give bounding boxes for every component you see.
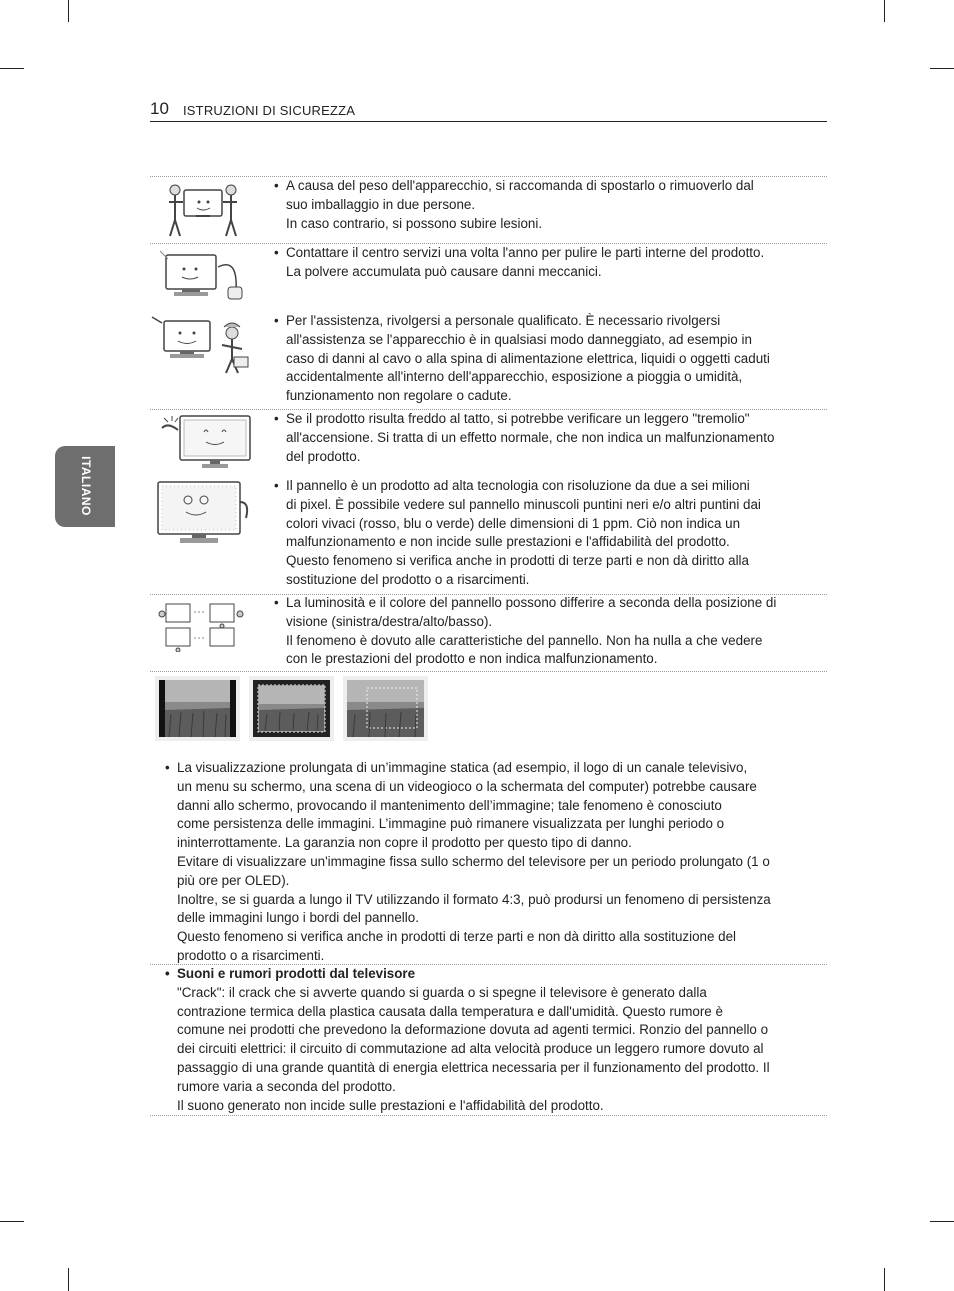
text-line: La visualizzazione prolungata di un’immagine statica (ad esempio, il logo di un canale televisivo, <box>177 760 748 775</box>
text-line: sostituzione del prodotto o a risarcimenti. <box>286 571 530 587</box>
page-number: 10 <box>150 99 169 118</box>
text-line: "Crack": il crack che si avverte quando si guarda o si spegne il televisore è generato dalla <box>177 984 707 1000</box>
text-line: suo imballaggio in due persone. <box>286 196 476 212</box>
text-line: Il suono generato non incide sulle prestazioni e l'affidabilità del prodotto. <box>177 1097 604 1113</box>
text-line: all'accensione. Si tratta di un effetto normale, che non indica un malfunzionamento <box>286 429 775 445</box>
section-title: ISTRUZIONI DI SICUREZZA <box>183 103 356 118</box>
text-line: La polvere accumulata può causare danni meccanici. <box>286 263 602 279</box>
text-line: colori vivaci (rosso, blu o verde) delle dimensioni di 1 ppm. Ciò non indica un <box>286 515 741 531</box>
image-retention-dotted-frame-icon <box>347 680 424 737</box>
text-line: prodotto o a risarcimenti. <box>177 947 325 963</box>
safety-item <box>274 410 816 466</box>
text-line: Se il prodotto risulta freddo al tatto, si potrebbe verificare un leggero "tremolio" <box>286 411 750 426</box>
tv-vacuum-cleaner-icon <box>158 247 248 305</box>
language-tab <box>55 446 115 527</box>
bullet: • <box>274 595 279 610</box>
language-tab-label: ITALIANO <box>79 456 93 516</box>
image-retention-photo <box>249 676 334 741</box>
text-line: all'assistenza se l'apparecchio è in qualsiasi modo danneggiato, ad esempio in <box>286 331 752 347</box>
crop-mark <box>0 1221 24 1222</box>
crop-mark <box>930 68 954 69</box>
text-line: Inoltre, se si guarda a lungo il TV utilizzando il formato 4:3, può prodursi un fenomeno di persistenza <box>177 891 771 907</box>
text-line: delle immagini lungo i bordi del pannello. <box>177 910 419 926</box>
crop-mark <box>884 1268 885 1291</box>
safety-item <box>274 594 816 669</box>
noise-heading: Suoni e rumori prodotti dal televisore <box>177 966 416 981</box>
safety-item <box>274 244 816 282</box>
safety-item <box>274 312 816 406</box>
text-line: con le prestazioni del prodotto e non indica malfunzionamento. <box>286 651 658 667</box>
page-header <box>150 99 827 122</box>
text-line: Per l'assistenza, rivolgersi a personale qualificato. È necessario rivolgersi <box>286 313 721 328</box>
text-line: rumore varia a seconda del prodotto. <box>177 1078 396 1094</box>
text-line: passaggio di una grande quantità di energia elettrica necessaria per il funzionamento del prodotto. Il <box>177 1059 770 1075</box>
text-line: dei circuiti elettrici: il circuito di commutazione ad alta velocità produce un leggero rumore dovuto al <box>177 1041 764 1057</box>
text-line: malfunzionamento e non incide sulle prestazioni e l'affidabilità del prodotto. <box>286 534 730 550</box>
text-line: comune nei prodotti che prevedono la deformazione dovuta ad agenti termici. Ronzio del pannello o <box>177 1022 769 1038</box>
bullet: • <box>274 178 279 193</box>
image-retention-photo <box>155 676 240 741</box>
text-line: Questo fenomeno si verifica anche in prodotti di terze parti e non dà diritto alla sostituzione del <box>177 929 737 945</box>
bullet: • <box>165 966 170 981</box>
text-line: In caso contrario, si possono subire lesioni. <box>286 215 543 231</box>
image-retention-border-icon <box>253 680 330 737</box>
text-line: accidentalmente all'interno dell'apparecchio, esposizione a pioggia o umidità, <box>286 369 743 385</box>
two-people-carrying-tv-icon <box>166 180 240 240</box>
tv-viewing-angles-icon <box>158 600 244 652</box>
text-line: più ore per OLED). <box>177 872 290 888</box>
bullet: • <box>165 760 170 775</box>
tv-cold-touch-icon <box>158 412 254 472</box>
bullet: • <box>274 478 279 493</box>
image-retention-photo <box>343 676 428 741</box>
text-line: un menu su schermo, una scena di un videogioco o la schermata del computer) potrebbe causare <box>177 778 757 794</box>
bullet: • <box>274 411 279 426</box>
text-line: Questo fenomeno si verifica anche in prodotti di terze parti e non dà diritto alla <box>286 553 749 569</box>
crop-mark <box>68 1268 69 1291</box>
text-line: Il fenomeno è dovuto alle caratteristiche del pannello. Non ha nulla a che vedere <box>286 632 763 648</box>
crop-mark <box>930 1221 954 1222</box>
text-line: danni allo schermo, provocando il mantenimento dell’immagine; tale fenomeno è conosciuto <box>177 797 722 813</box>
text-line: di pixel. È possibile vedere sul pannello minuscoli puntini neri e/o altri puntini dai <box>286 496 761 512</box>
image-retention-item <box>165 759 822 966</box>
text-line: visione (sinistra/destra/alto/basso). <box>286 613 493 629</box>
safety-item <box>274 177 816 233</box>
crop-mark <box>884 0 885 22</box>
crop-mark <box>68 0 69 22</box>
bullet: • <box>274 313 279 328</box>
image-retention-side-bars-icon <box>159 680 236 737</box>
tv-pixels-icon <box>154 478 254 548</box>
text-line: Contattare il centro servizi una volta l'anno per pulire le parti interne del prodotto. <box>286 245 765 260</box>
divider <box>150 671 827 672</box>
tv-technician-icon <box>150 313 250 375</box>
text-line: caso di danni al cavo o alla spina di alimentazione elettrica, liquidi o oggetti caduti <box>286 350 770 366</box>
text-line: Il pannello è un prodotto ad alta tecnologia con risoluzione da due a sei milioni <box>286 478 750 493</box>
text-line: A causa del peso dell'apparecchio, si raccomanda di spostarlo o rimuoverlo dal <box>286 178 754 193</box>
text-line: Evitare di visualizzare un'immagine fissa sullo schermo del televisore per un periodo prolungato (1 o <box>177 853 770 869</box>
text-line: funzionamento non regolare o cadute. <box>286 388 512 404</box>
crop-mark <box>0 68 24 69</box>
noise-item <box>165 965 822 1115</box>
text-line: La luminosità e il colore del pannello possono differire a seconda della posizione di <box>286 595 777 610</box>
text-line: come persistenza delle immagini. L’immagine può rimanere visualizzata per lunghi periodo o <box>177 816 725 832</box>
text-line: del prodotto. <box>286 448 361 464</box>
text-line: contrazione termica della plastica causata dalla temperatura e dall'umidità. Questo rumore è <box>177 1003 723 1019</box>
bullet: • <box>274 245 279 260</box>
safety-item <box>274 477 816 590</box>
text-line: ininterrottamente. La garanzia non copre il prodotto per questo tipo di danno. <box>177 835 632 851</box>
